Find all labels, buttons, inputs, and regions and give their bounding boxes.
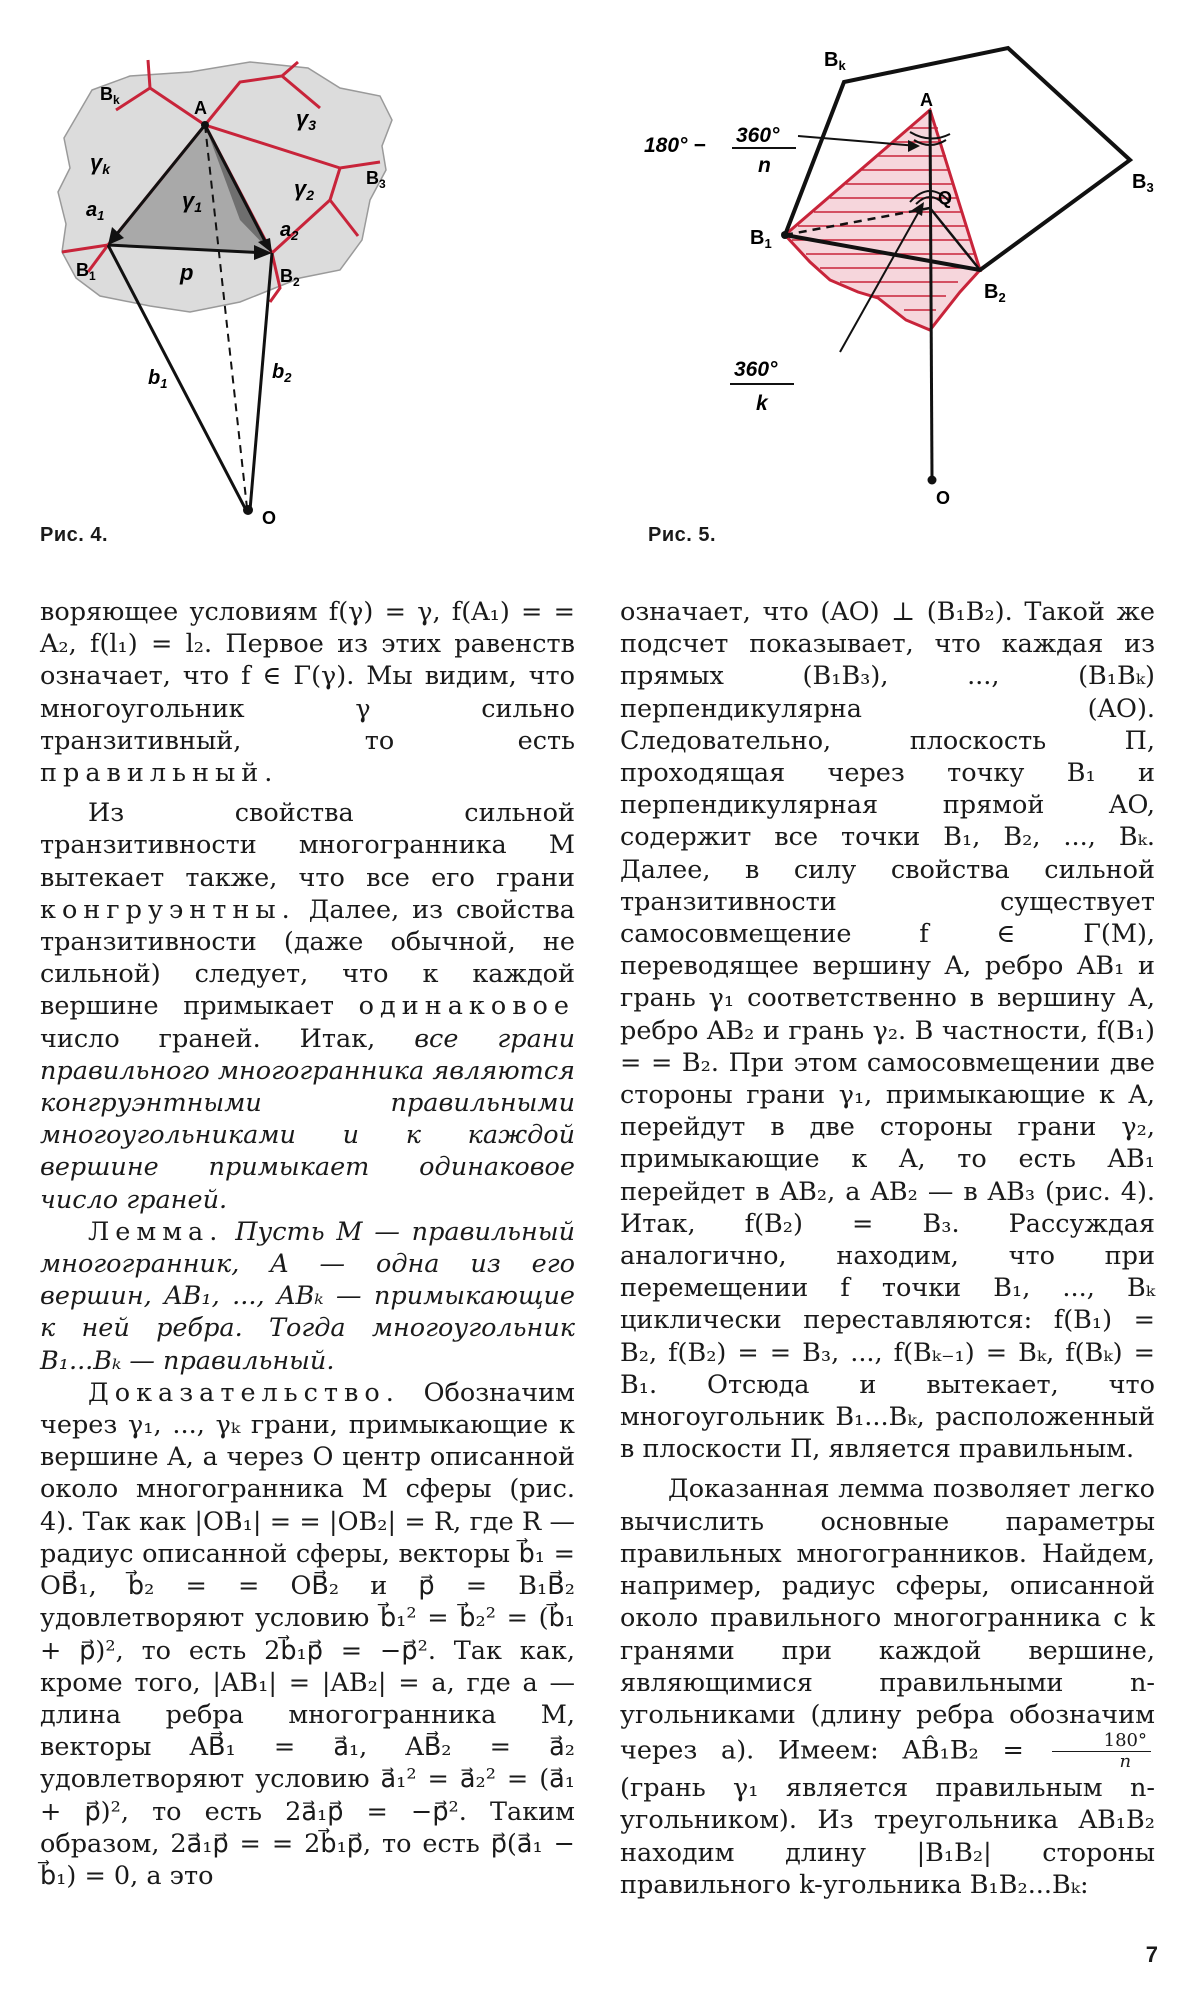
text-run: Доказанная лемма позволяет легко вычислить основные параметры правильных многогранников. Найдем, например, радиус сферы, описанной около правильного многогранника с k гранями при каждой вершине, являющимися правильными n-угольниками (длину ребра обозначим через a). Имеем: AB̂₁B₂ =	[620, 1474, 1155, 1766]
point-o	[243, 505, 253, 515]
label-angle-bottom-den: k	[756, 392, 768, 415]
text-run: воряющее условиям f(γ) = γ, f(A₁) = = A₂, f(l₁) = l₂. Первое из этих равенств означает, что f ∈ Γ(γ). Мы видим, что многоугольник γ сильно транзитивный, то есть	[40, 597, 575, 756]
figure-5	[620, 30, 1180, 510]
point-a	[201, 121, 209, 129]
label-o-fig5: O	[936, 488, 951, 508]
spaced-word: конгруэнтны.	[40, 894, 296, 925]
paragraph-faces	[40, 797, 575, 1216]
text-run: Из свойства сильной транзитивности многогранника M вытекает также, что все его грани	[40, 798, 575, 893]
figure-4-caption: Рис. 4.	[40, 524, 109, 546]
label-gamma-1: γ1	[182, 188, 203, 215]
point-b1-fig5	[781, 231, 789, 239]
label-angle-top-num: 360°	[736, 124, 780, 147]
text-run: (грань γ₁ является правильным n-угольником). Из треугольника AB₁B₂ находим длину |B₁B₂| стороны правильного k-угольника B₁B₂...Bₖ:	[620, 1773, 1155, 1900]
label-b3-fig5: $B_3$	[1132, 171, 1154, 195]
label-bk: $B_k$	[100, 84, 120, 107]
label-vec-a2: $a_2$	[280, 219, 299, 243]
fraction-denominator: n	[1119, 1751, 1132, 1773]
paragraph-continuation	[40, 596, 575, 789]
fraction-numerator: 180°	[1052, 1731, 1151, 1752]
label-gamma-3-top: γ3	[296, 106, 317, 133]
spaced-word: одинаковое	[358, 991, 575, 1022]
spaced-word: правильный.	[40, 758, 279, 789]
label-o: O	[262, 508, 277, 528]
label-b1-fig5: $B_1$	[750, 227, 772, 251]
label-q-fig5: Q	[938, 188, 953, 208]
text-run: число граней. Итак,	[40, 1023, 376, 1054]
proof-heading: Доказательство.	[88, 1377, 400, 1408]
label-angle-bottom-num: 360°	[734, 358, 778, 381]
label-angle-top-prefix: 180° −	[644, 134, 706, 157]
label-gamma-k: γk	[90, 150, 111, 177]
figure-5-caption: Рис. 5.	[648, 524, 717, 546]
axis-ao	[930, 110, 932, 478]
text-run: Далее, из свойства транзитивности (даже обычной, не сильной) следует, что к каждой вершине примыкает	[40, 894, 575, 1022]
lemma-statement: Пусть M — правильный многогранник, A — одна из его вершин, AB₁, ..., ABₖ — примыкающие к ней ребра. Тогда многоугольник B₁...Bₖ — правильный.	[40, 1216, 576, 1376]
label-bk-fig5: $B_k$	[824, 49, 846, 73]
label-angle-top-den: n	[758, 154, 771, 177]
label-b1: $B_1$	[76, 260, 96, 283]
paragraph-parameters	[620, 1473, 1155, 1900]
label-a: A	[194, 98, 207, 118]
label-b2-fig5: $B_2$	[984, 281, 1006, 305]
paragraph-lemma	[40, 1216, 575, 1377]
proof-text: Обозначим через γ₁, ..., γₖ грани, примыкающие к вершине A, а через O центр описанной около многогранника M сферы (рис. 4). Так как |OB₁| = = |OB₂| = R, где R — радиус описанной сферы, векторы b⃗₁ = OB⃗₁, b⃗₂ = = OB⃗₂ и p⃗ = B₁B⃗₂ удовлетворяют условию b⃗₁² = b⃗₂² = (b⃗₁ + p⃗)², то есть 2b⃗₁p⃗ = −p⃗². Так как, кроме того, |AB₁| = |AB₂| = a, где a — длина ребра многогранника M, векторы AB⃗₁ = a⃗₁, AB⃗₂ = a⃗₂ удовлетворяют условию a⃗₁² = a⃗₂² = (a⃗₁ + p⃗)², то есть 2a⃗₁p⃗ = −p⃗². Таким образом, 2a⃗₁p⃗ = = 2b⃗₁p⃗, то есть p⃗(a⃗₁ − b⃗₁) = 0, а это	[40, 1377, 575, 1891]
label-a-fig5: A	[920, 90, 933, 110]
right-column	[620, 596, 1155, 1901]
figure-4	[40, 40, 420, 540]
point-o-fig5	[928, 476, 937, 485]
label-b3: $B_3$	[366, 168, 386, 191]
paragraph-proof	[40, 1377, 575, 1892]
page-number: 7	[1145, 1942, 1158, 1967]
label-b2: $B_2$	[280, 266, 300, 289]
label-vec-a1: $a_1$	[86, 199, 105, 223]
label-vec-b2: $b_2$	[272, 361, 292, 385]
italic-statement: все грани правильного многогранника являются конгруэнтными правильными многоугольниками и к каждой вершине примыкает одинаковое число граней.	[40, 1023, 575, 1215]
label-vec-b1: $b_1$	[148, 367, 168, 391]
paragraph-proof-continuation: означает, что (AO) ⊥ (B₁B₂). Такой же подсчет показывает, что каждая из прямых (B₁B₃), ..., (B₁Bₖ) перпендикулярна (AO). Следовательно, плоскость Π, проходящая через точку B₁ и перпендикулярная прямой AO, содержит все точки B₁, B₂, ..., Bₖ. Далее, в силу свойства сильной транзитивности существует самосовмещение f ∈ Γ(M), переводящее вершину A, ребро AB₁ и грань γ₁ соответственно в вершину A, ребро AB₂ и грань γ₂. В частности, f(B₁) = = B₂. При этом самосовмещении две стороны грани γ₁, примыкающие к A, перейдут в две стороны грани γ₂, примыкающие к A, то есть AB₁ перейдет в AB₂, а AB₂ — в AB₃ (рис. 4). Итак, f(B₂) = B₃. Рассуждая аналогично, находим, что при перемещении f точки B₁, ..., Bₖ циклически переставляются: f(B₁) = B₂, f(B₂) = = B₃, ..., f(Bₖ₋₁) = Bₖ, f(Bₖ) = B₁. Отсюда и вытекает, что многоугольник B₁...Bₖ, расположенный в плоскости Π, является правильным.	[620, 597, 1155, 1465]
label-gamma-2: γ2	[294, 176, 315, 203]
lemma-heading: Лемма.	[88, 1216, 224, 1247]
label-vec-p: p	[180, 260, 194, 285]
left-column	[40, 596, 575, 1892]
fraction-180-n	[1052, 1731, 1151, 1772]
